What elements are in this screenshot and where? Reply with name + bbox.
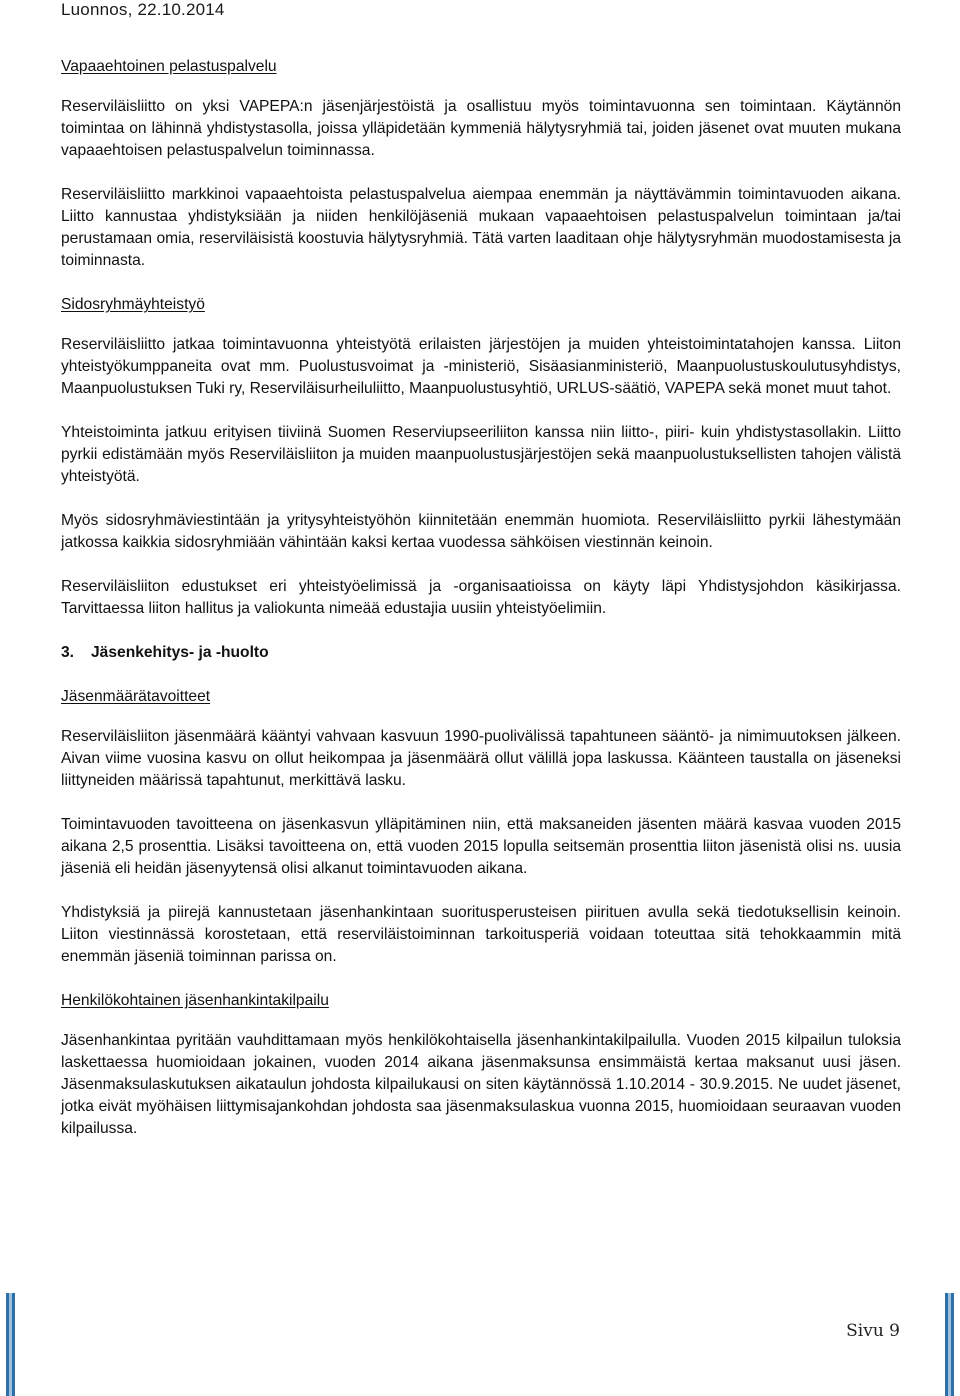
paragraph: Reserviläisliitto markkinoi vapaaehtoista pelastuspalvelua aiempaa enemmän ja näyttävämmin toimintavuoden aikana. Liitto kannustaa yhdistyksiään ja niiden henkilöjäseniä mukaan vapaaehtoisen pelastuspalvelun toimintaan ja/tai perustamaan omia, reserviläisistä koostuvia hälytysryhmiä. Tätä varten laaditaan ohje hälytysryhmän muodostamisesta ja toiminnasta. [61,186,901,269]
paragraph: Jäsenhankintaa pyritään vauhdittamaan myös henkilökohtaisella jäsenhankintakilpailulla. Vuoden 2015 kilpailun tuloksia laskettaessa huomioidaan jokainen, vuoden 2014 aikana jäsenmaksunsa ensimmäistä kertaa maksanut uusi jäsen. Jäsenmaksulaskutuksen aikataulun johdosta kilpailukausi on siten käytännössä 1.10.2014 - 30.9.2015. Ne uudet jäsenet, jotka eivät myöhäisen liittymisajankohdan johdosta saa jäsenmaksulaskua vuonna 2015, huomioidaan seuraavan vuoden kilpailussa. [61,1032,901,1137]
section-title-jasenkehitys [61,642,901,664]
paragraph: Reserviläisliiton jäsenmäärä kääntyi vahvaan kasvuun 1990-puolivälissä tapahtuneen sääntö- ja nimimuutoksen jälkeen. Aivan viime vuosina kasvu on ollut heikompaa ja jäsenmäärä ollut välillä jopa laskussa. Käänteen taustalla on jäseneksi liittyneiden määrissä tapahtunut, merkittävä lasku. [61,728,901,789]
decorative-bar-right [945,1293,954,1396]
paragraph: Reserviläisliitto on yksi VAPEPA:n jäsenjärjestöistä ja osallistuu myös toimintavuonna sen toimintaan. Käytännön toimintaa on lähinnä yhdistystasolla, joissa ylläpidetään kymmeniä hälytysryhmiä tai, joiden jäsenet ovat muuten mukana vapaaehtoisen pelastuspalvelun toiminnassa. [61,98,901,159]
heading-vapaaehtoinen-pelastuspalvelu: Vapaaehtoinen pelastuspalvelu [61,58,277,75]
heading-sidosryhmayhteistyo: Sidosryhmäyhteistyö [61,296,205,313]
paragraph: Yhdistyksiä ja piirejä kannustetaan jäsenhankintaan suoritusperusteisen piirituen avulla sekä tiedotuksellisin keinoin. Liiton viestinnässä korostetaan, että reserviläistoiminnan tarkoitusperiä voidaan toteuttaa sitä tehokkaammin mitä enemmän jäseniä toiminnan parissa on. [61,904,901,965]
paragraph: Myös sidosryhmäviestintään ja yritysyhteistyöhön kiinnitetään enemmän huomiota. Reserviläisliitto pyrkii lähestymään jatkossa kaikkia sidosryhmiään vähintään kaksi kertaa vuodessa sähköisen viestinnän keinoin. [61,512,901,551]
document-body [61,56,901,1140]
paragraph: Reserviläisliiton edustukset eri yhteistyöelimissä ja -organisaatioissa on käyty läpi Yhdistysjohdon käsikirjassa. Tarvittaessa liiton hallitus ja valiokunta nimeää edustajia uusiin yhteistyöelimiin. [61,578,901,617]
page-number: Sivu 9 [846,1321,900,1341]
page-footer [0,1293,960,1396]
section-title-text: Jäsenkehitys- ja -huolto [91,644,269,661]
paragraph: Toimintavuoden tavoitteena on jäsenkasvun ylläpitäminen niin, että maksaneiden jäsenten määrä kasvaa vuoden 2015 aikana 2,5 prosenttia. Lisäksi tavoitteena on, että vuoden 2015 lopulla seitsemän prosenttia liiton jäsenistä olisi ns. uusia jäseniä eli heidän jäsenyytensä olisi alkanut toimintavuoden aikana. [61,816,901,877]
heading-jasenmaaratavoitteet: Jäsenmäärätavoitteet [61,688,211,705]
heading-henkilokohtainen-jasenhankintakilpailu: Henkilökohtainen jäsenhankintakilpailu [61,992,329,1009]
section-number: 3. [61,644,75,661]
decorative-bar-left [6,1293,15,1396]
paragraph: Yhteistoiminta jatkuu erityisen tiiviinä Suomen Reserviupseeriliiton kanssa niin liitto-, piiri- kuin yhdistystasollakin. Liitto pyrkii edistämään myös Reserviläisliiton ja muiden maanpuolustusjärjestöjen sekä maanpuolustuksellisten tahojen välistä yhteistyötä. [61,424,901,485]
paragraph: Reserviläisliitto jatkaa toimintavuonna yhteistyötä erilaisten järjestöjen ja muiden yhteistoimintatahojen kanssa. Liiton yhteistyökumppaneita ovat mm. Puolustusvoimat ja -ministeriö, Sisäasianministeriö, Maanpuolustuskoulutusyhdistys, Maanpuolustuksen Tuki ry, Reserviläisurheiluliitto, Maanpuolustusyhtiö, URLUS-säätiö, VAPEPA sekä monet muut tahot. [61,336,901,397]
document-header: Luonnos, 22.10.2014 [61,0,225,19]
